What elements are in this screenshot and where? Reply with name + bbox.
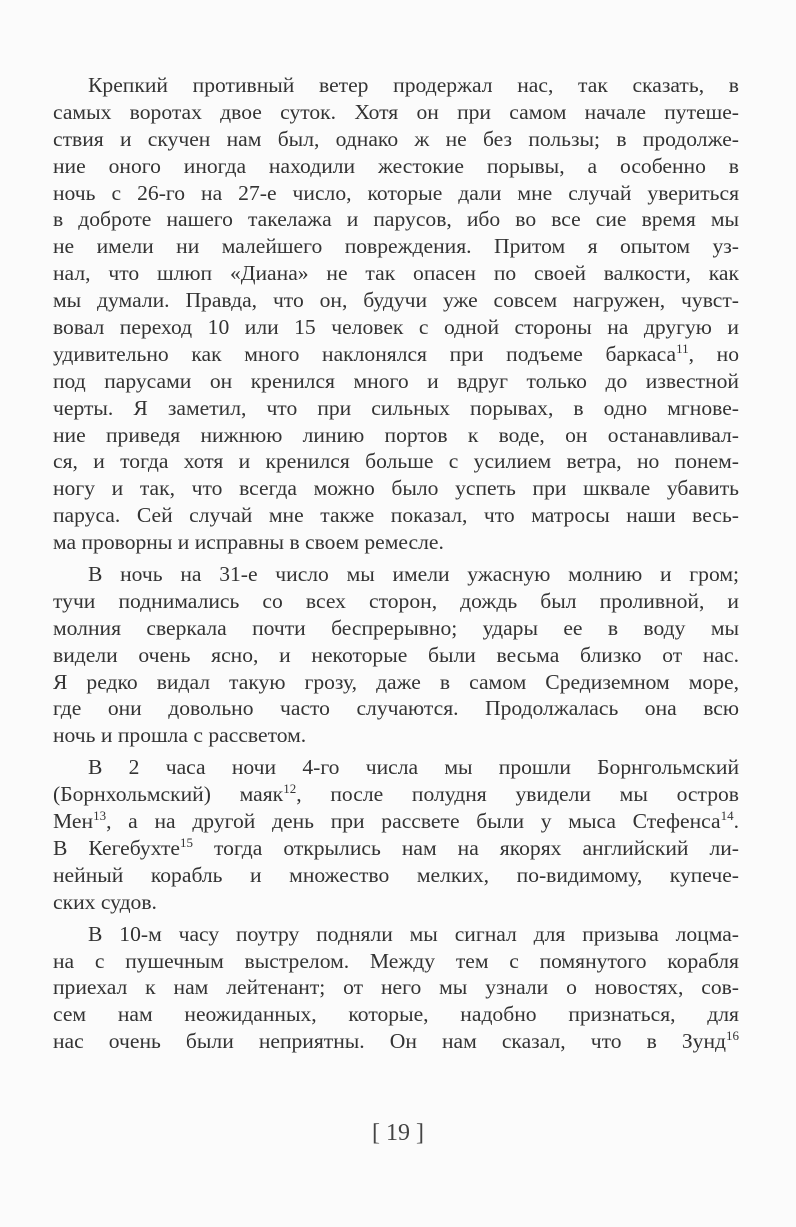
text-line [53, 642, 739, 669]
text-line [53, 588, 739, 615]
text-line [53, 126, 739, 153]
text-line [53, 395, 739, 422]
text-segment: сем нам неожиданных, которые, надобно признаться, для [53, 1002, 739, 1027]
text-segment: где они довольно часто случаются. Продолжалась она всю [53, 696, 739, 721]
text-segment: на с пушечным выстрелом. Между тем с помянутого корабля [53, 948, 739, 973]
text-line [53, 287, 739, 314]
text-line [53, 153, 739, 180]
body-text [53, 72, 739, 1060]
text-segment: ствия и скучен нам был, однако ж не без пользы; в продолже- [53, 126, 739, 151]
text-line [53, 260, 739, 287]
text-line [53, 368, 739, 395]
text-line [53, 889, 739, 916]
page-number: [ 19 ] [372, 1120, 424, 1146]
paragraph [53, 72, 739, 556]
text-segment: тогда открылись нам на якорях английский ли- [192, 835, 739, 860]
text-segment: в доброте нашего такелажа и парусов, ибо во все сие время мы [53, 207, 739, 232]
text-segment: В 2 часа ночи 4-го числа мы прошли Борнгольмский [88, 755, 739, 780]
text-line [53, 422, 739, 449]
text-line [53, 341, 739, 368]
paragraph [53, 754, 739, 915]
text-line [53, 475, 739, 502]
text-line [53, 615, 739, 642]
text-line [53, 862, 739, 889]
text-segment: самых воротах двое суток. Хотя он при самом начале путеше- [53, 99, 739, 124]
text-line [53, 529, 739, 556]
text-line [53, 448, 739, 475]
footnote-marker: 14 [720, 808, 734, 824]
text-segment: нал, что шлюп «Диана» не так опасен по своей валкости, как [53, 261, 739, 286]
text-segment: ногу и так, что всегда можно было успеть при шквале убавить [53, 476, 739, 501]
text-line [53, 72, 739, 99]
paragraph [53, 561, 739, 749]
footnote-marker: 12 [283, 781, 297, 797]
text-segment: ночь с 26-го на 27-е число, которые дали мне случай увериться [53, 180, 739, 205]
text-line [53, 206, 739, 233]
text-segment: ние оного иногда находили жестокие порывы, а особенно в [53, 153, 739, 178]
text-line [53, 835, 739, 862]
text-segment: молния сверкала почти беспрерывно; удары ее в воду мы [53, 615, 739, 640]
text-segment: черты. Я заметил, что при сильных порывах, в одно мгнове- [53, 395, 739, 420]
footnote-marker: 15 [179, 834, 193, 850]
text-segment: под парусами он кренился много и вдруг только до известной [53, 368, 739, 393]
text-segment: Я редко видал такую грозу, даже в самом Средиземном море, [53, 669, 739, 694]
text-segment: В ночь на 31-е число мы имели ужасную молнию и гром; [88, 562, 739, 587]
text-line [53, 781, 739, 808]
text-segment: ся, и тогда хотя и кренился больше с усилием ветра, но понем- [53, 449, 739, 474]
text-segment: видели очень ясно, и некоторые были весьма близко от нас. [53, 642, 739, 667]
text-line [53, 722, 739, 749]
text-segment: не имели ни малейшего повреждения. Притом я опытом уз- [53, 234, 739, 259]
text-line [53, 948, 739, 975]
text-segment: ние приведя нижнюю линию портов к воде, он останавливал- [53, 422, 739, 447]
text-segment: ма проворны и исправны в своем ремесле. [53, 530, 444, 555]
text-line [53, 502, 739, 529]
text-segment: нейный корабль и множество мелких, по-видимому, купече- [53, 862, 739, 887]
footnote-marker: 16 [726, 1028, 739, 1044]
text-segment: мы думали. Правда, что он, будучи уже совсем нагружен, чувст- [53, 288, 739, 313]
text-segment: удивительно как много наклонялся при подъеме баркаса [53, 341, 677, 366]
text-segment: вовал переход 10 или 15 человек с одной стороны на другую и [53, 315, 739, 340]
text-segment: тучи поднимались со всех сторон, дождь был проливной, и [53, 588, 739, 613]
text-line [53, 695, 739, 722]
text-segment: , после полудня увидели мы остров [296, 782, 739, 807]
text-segment: . [733, 809, 739, 834]
text-segment: Крепкий противный ветер продержал нас, так сказать, в [88, 73, 739, 97]
text-segment: ночь и прошла с рассветом. [53, 723, 307, 748]
text-segment: ских судов. [53, 889, 157, 914]
text-segment: паруса. Сей случай мне также показал, что матросы наши весь- [53, 503, 739, 528]
text-line [53, 754, 739, 781]
text-line [53, 180, 739, 207]
text-line [53, 233, 739, 260]
text-line [53, 561, 739, 588]
text-segment: нас очень были неприятны. Он нам сказал, что в Зунд [53, 1029, 726, 1054]
footnote-marker: 11 [676, 340, 689, 356]
text-segment: приехал к нам лейтенант; от него мы узнали о новостях, сов- [53, 975, 739, 1000]
text-segment: В Кегебухте [53, 835, 180, 860]
text-line [53, 314, 739, 341]
text-segment: (Борнхольмский) маяк [53, 782, 284, 807]
text-line [53, 99, 739, 126]
text-segment: Мен [53, 809, 94, 834]
paragraph [53, 921, 739, 1055]
text-segment: В 10-м часу поутру подняли мы сигнал для призыва лоцма- [88, 921, 739, 946]
text-line [53, 808, 739, 835]
text-line [53, 921, 739, 948]
text-line [53, 1028, 739, 1055]
text-line [53, 669, 739, 696]
text-line [53, 974, 739, 1001]
text-line [53, 1001, 739, 1028]
text-segment: , а на другой день при рассвете были у мыса Стефенса [106, 809, 721, 834]
footnote-marker: 13 [93, 808, 107, 824]
text-segment: , но [688, 341, 739, 366]
